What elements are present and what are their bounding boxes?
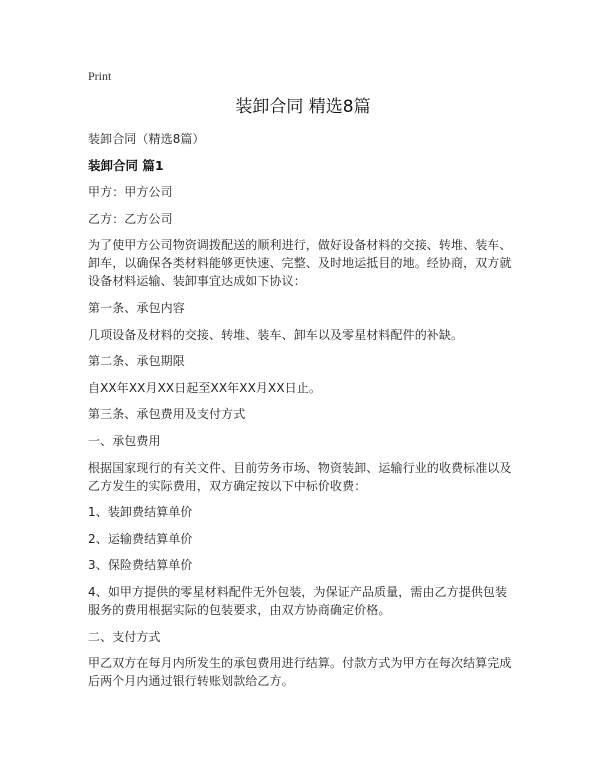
party-b: 乙方：乙方公司 — [88, 211, 173, 226]
payment-body: 甲乙双方在每月内所发生的承包费用进行结算。付款方式为甲方在每次结算完成后两个月内通过银行转账划款给乙方。 — [88, 656, 512, 689]
fees-body: 根据国家现行的有关文件、目前劳务市场、物资装卸、运输行业的收费标准以及乙方发生的实际费用，双方确定按以下中标价收费： — [88, 460, 512, 493]
fee-item-1: 1、装卸费结算单价 — [88, 505, 193, 520]
fee-item-2: 2、运输费结算单价 — [88, 531, 193, 546]
intro-paragraph: 为了使甲方公司物资调拨配送的顺利进行，做好设备材料的交接、转堆、装车、卸车，以确保各类材料能够更快速、完整、及时地运抵目的地。经协商，双方就设备材料运输、装卸事宜达成如下协议： — [88, 238, 512, 289]
document-title: 装卸合同 精选8篇 — [235, 97, 371, 117]
article-3-heading: 第三条、承包费用及支付方式 — [88, 407, 246, 422]
document-subtitle: 装卸合同（精选8篇） — [88, 132, 205, 146]
article-1-body: 几项设备及材料的交接、转堆、装车、卸车以及零星材料配件的补缺。 — [88, 327, 464, 342]
print-link[interactable]: Print — [88, 69, 112, 83]
party-a: 甲方：甲方公司 — [88, 185, 173, 200]
article-2-body: 自XX年XX月XX日起至XX年XX月XX日止。 — [88, 380, 321, 395]
section-heading: 装卸合同 篇1 — [88, 157, 164, 173]
article-2-heading: 第二条、承包期限 — [88, 354, 185, 369]
fees-heading: 一、承包费用 — [88, 433, 161, 448]
document-page — [88, 69, 518, 699]
payment-heading: 二、支付方式 — [88, 629, 161, 644]
article-1-heading: 第一条、承包内容 — [88, 300, 185, 315]
fee-item-4: 4、如甲方提供的零星材料配件无外包装，为保证产品质量，需由乙方提供包装服务的费用根据实际的包装要求，由双方协商确定价格。 — [88, 584, 508, 617]
fee-item-3: 3、保险费结算单价 — [88, 558, 193, 573]
